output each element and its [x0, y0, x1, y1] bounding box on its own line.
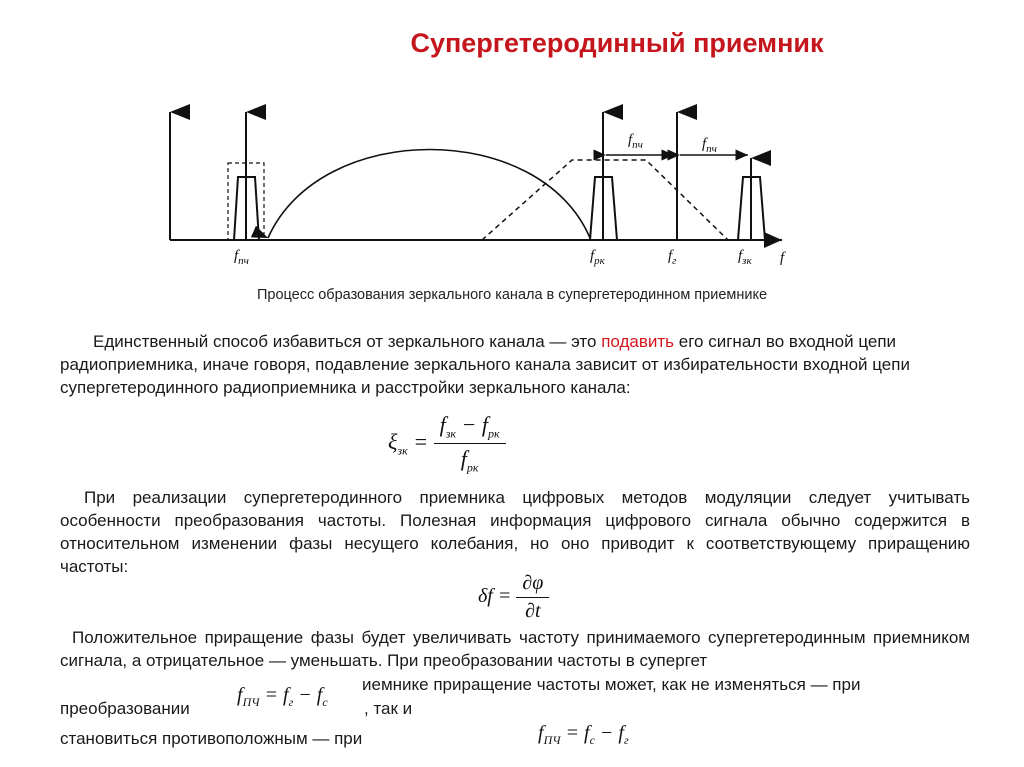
formula-if-heterodyne-minus-signal: $f_{ПЧ} = f_г - f_с$ — [233, 684, 332, 710]
label-f-axis: f — [780, 250, 785, 266]
highlight-word: подавить — [601, 332, 675, 351]
diagram-caption: Процесс образования зеркального канала в супергетеродинном приемнике — [256, 287, 768, 303]
label-f-pch-top1: $f_{пч}$ — [628, 132, 643, 151]
label-f-zk: $f_{зк}$ — [738, 248, 752, 267]
label-f-g: $f_г$ — [668, 248, 677, 267]
slide-title: Супергетеродинный приемник — [410, 28, 824, 58]
label-f-pch: $f_{пч}$ — [234, 248, 249, 267]
formula-if-signal-minus-heterodyne: $f_{ПЧ} = f_с - f_г$ — [538, 722, 629, 747]
label-f-rk: $f_{рк}$ — [590, 248, 605, 267]
formula-frequency-increment: δf = $\frac{\partial\varphi}{\partial t}$ — [478, 572, 549, 623]
label-f-pch-top2: $f_{пч}$ — [702, 136, 717, 155]
input-selectivity-curve — [268, 150, 590, 239]
paragraph-3-tail: иемнике приращение частоты может, как не изменяться — при — [362, 675, 861, 694]
last-line: становиться противоположным — при — [60, 729, 363, 748]
paragraph-3-tak-i: , так и — [364, 699, 413, 718]
preselector-dashed — [482, 160, 728, 240]
paragraph-2: При реализации супергетеродинного приемника цифровых методов модуляции следует учитывать особенности преобразования частоты. Полезная информация цифрового сигнала обычно содержится в относительном изменении фазы несущего колебания, но оно приводит к соответствующему приращению частоты: — [60, 488, 970, 576]
spectrum-diagram — [150, 100, 810, 280]
paragraph-3: Положительное приращение фазы будет увеличивать частоту принимаемого супергетеродинным приемником сигнала, а отрицательное — уменьшать. При преобразовании частоты в супергет — [60, 628, 970, 670]
paragraph-3-preobraz: преобразовании — [60, 699, 190, 718]
paragraph-1: Единственный способ избавиться от зеркального канала — это подавить его сигнал во входной цепи радиоприемника, иначе говоря, подавление зеркального канала зависит от избирательности входной цепи супергетеродинного радиоприемника и расстройки зеркального канала: — [60, 332, 910, 397]
formula-image-detuning: $\xi_{зк}$ = $\frac{f_{зк} - f_{рк}}{f_{рк}}$ — [388, 412, 506, 476]
